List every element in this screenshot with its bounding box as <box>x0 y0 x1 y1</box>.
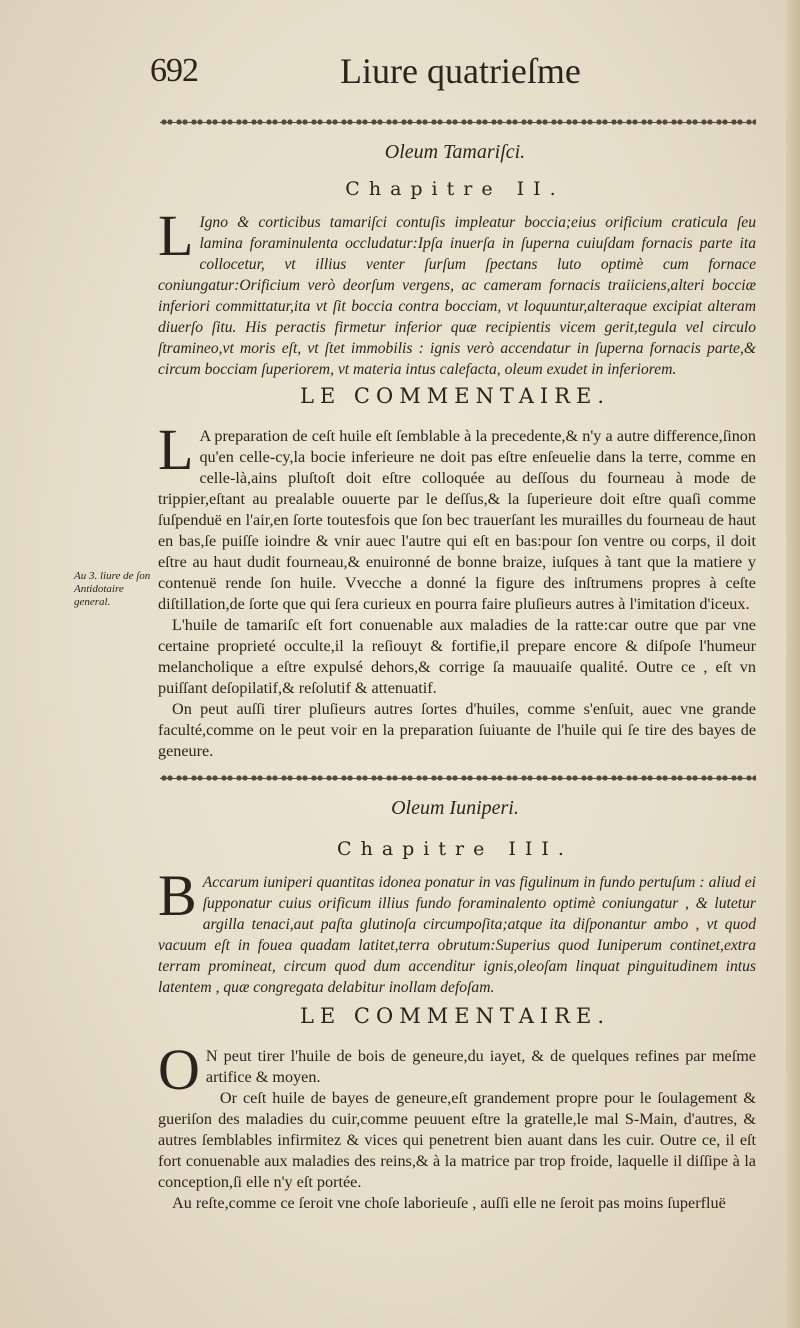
drop-cap: O <box>158 1037 200 1102</box>
drop-cap: L <box>158 417 194 482</box>
page-header <box>150 52 750 96</box>
chapter-heading-ii: Chapitre II. <box>345 178 565 200</box>
latin-recipe-tamarisci <box>158 203 756 380</box>
paragraph: L'huile de tamariſc eſt fort conuenable aux maladies de la ratte:car outre que par vne certaine proprieté occulte,il la reſiouyt & fortifie,il prepare encore & diſpoſe l'humeur melancholique a eſtre expulsé dehors,& corrige ſa mauuaiſe qualité. Outre ce , eſt vn puiſſant deſopilatif,& reſolutif & attenuatif. <box>158 616 756 697</box>
commentary-heading-2: LE COMMENTAIRE. <box>299 1004 611 1028</box>
decorative-rule-middle <box>160 772 756 784</box>
paragraph <box>158 417 756 615</box>
paragraph: On peut auſſi tirer pluſieurs autres ſortes d'huiles, comme s'enſuit, auec vne grande faculté,comme on le peut voir en la preparation ſuiuante de l'huile qui ſe tire des bayes de geneure. <box>158 700 756 760</box>
margin-note: Au 3. liure de ſon Antidotaire general. <box>74 570 151 608</box>
paragraph: Or ceſt huile de bayes de geneure,eſt grandement propre pour le ſoulagement & gueriſon des maladies du cuir,comme peuuent eſtre la gratelle,le mal S-Main, d'autres, & autres ſemblables infirmitez & vices qui penetrent bien auant dans les cuir. Outre ce, il eſt fort conuenable aux maladies des reins,& à la matrice par trop froide, laquelle il diſſipe à la conception,ſi elle n'y eſt portée. <box>158 1089 756 1191</box>
decorative-rule-top <box>160 116 756 128</box>
paragraph: Au reſte,comme ce ſeroit vne choſe laborieuſe , auſſi elle ne ſeroit pas moins ſuperfluë <box>172 1194 726 1212</box>
section-title-iuniperi: Oleum Iuniperi. <box>391 797 519 819</box>
paragraph <box>158 1037 756 1102</box>
page-gutter-shadow <box>786 0 800 1328</box>
commentary-heading-1: LE COMMENTAIRE. <box>299 384 611 408</box>
running-title: Liure quatrieſme <box>340 51 581 91</box>
drop-cap: B <box>158 863 197 928</box>
chapter-heading-iii: Chapitre III. <box>337 838 573 860</box>
commentary-body-1 <box>158 417 756 762</box>
commentary-body-2 <box>158 1037 756 1214</box>
section-title-tamarisci: Oleum Tamariſci. <box>384 141 526 163</box>
latin-text: Accarum iuniperi quantitas idonea ponatur in vas figulinum in fundo pertuſum : aliud ei ſupponatur cuius orificum illius fundo foraminalento optimè coniungatur , & lutetur argilla tenaci,aut paſta glutinoſa circumpoſita;atque ita diſponantur ambo , vt quod vacuum eſt in fouea quadam latitet,terra obrutum:Superius quod Iuniperum continet,extra terram promineat, circum quod dum accenditur ignis,oleoſam linquat pinguitudinem intus latentem , quæ congregata delabitur inollam defoſam. <box>158 874 756 996</box>
latin-text: Igno & corticibus tamariſci contuſis impleatur boccia;eius orificium craticula ſeu lamina foraminulenta occludatur:Ipſa inuerſa in ſuperna cuiuſdam fornacis parte ita collocetur, vt illius venter ſurſum ſpectans luto optimè cum fornace coniungatur:Orificium verò deorſum vergens, ac cameram fornacis traiiciens,alteri bocciæ inferiori committatur,ita vt ſit boccia contra bocciam, vt loquuntur,alteraque excipiat alteram diuerſo ſitu. His peractis firmetur inferior quæ recipientis vicem gerit,tegula vel circulo ſtramineo,vt moris eſt, vt ſtet immobilis : ignis verò accendatur in ſuperna fornacis parte,& circum bocciam ſuperiorem, vt materia intus calefacta, oleum exudet in inferiorem. <box>158 214 756 378</box>
drop-cap: L <box>158 203 194 268</box>
page-number: 692 <box>150 52 198 89</box>
paragraph-text: A preparation de ceſt huile eſt ſemblable à la precedente,& n'y a autre difference,ſinon qu'en celle-cy,la bocie inferieure ne doit pas eſtre enſeuelie dans la terre, comme en celle-là,ains pluſtoſt doit eſtre colloquée au deſſous du fourneau à mode de trippier,eſtant au prealable ouuerte par le deſſus,& la ſuperieure doit eſtre quaſi comme ſuſpenduë en l'air,en ſorte toutesfois que ſon bec trauerſant les murailles du fourneau de haut en bas,ſe puiſſe ioindre & vnir auec l'autre qui eſt en bas:pour ſon ventre ou corps, il doit eſtre au haut dudit fourneau,& enuironné de bonne braize, iuſques à tant que la matiere y contenuë rende ſon huile. Vvecche a donné la figure des inſtrumens propres à ceſte diſtillation,de ſorte que qui ſera curieux en pourra faire pluſieurs autres à l'imitation d'iceux. <box>158 427 756 613</box>
paragraph-text: N peut tirer l'huile de bois de geneure,du iayet, & de quelques refines par meſme artifice & moyen. <box>205 1047 756 1086</box>
latin-recipe-iuniperi <box>158 863 756 998</box>
